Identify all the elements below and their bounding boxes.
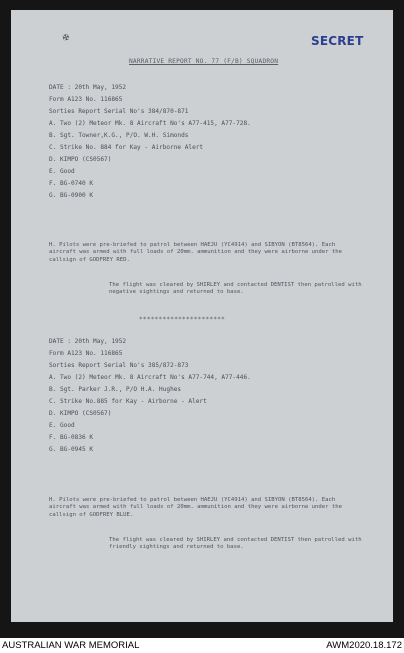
document-page	[11, 10, 393, 622]
archive-footer	[0, 640, 404, 653]
report-2-date: DATE : 20th May, 1952	[49, 338, 127, 345]
report-1-narrative	[49, 242, 365, 264]
handwritten-mark: ✠	[61, 31, 71, 44]
report-1-form: Form A123 No. 116865	[49, 96, 123, 103]
accession-number: AWM2020.18.172	[326, 640, 402, 651]
report-title: NARRATIVE REPORT NO. 77 (F/B) SQUADRON	[129, 58, 279, 65]
report-1-line-d: D. KIMPO (CS0567)	[49, 156, 112, 163]
institution-name: AUSTRALIAN WAR MEMORIAL	[2, 640, 140, 651]
report-1-date: DATE : 20th May, 1952	[49, 84, 127, 91]
report-2-line-a: A. Two (2) Meteor Mk. 8 Aircraft No's A77-744, A77-446.	[49, 374, 251, 381]
report-1-sorties: Sorties Report Serial No's 384/870-871	[49, 108, 189, 115]
report-2-line-c: C. Strike No.885 for Kay - Airborne - Alert	[49, 398, 207, 405]
report-2-header	[49, 338, 379, 458]
report-1-conclusion	[49, 282, 365, 297]
report-1-line-e: E. Good	[49, 168, 75, 175]
section-separator: **********************	[139, 316, 226, 323]
report-1-line-a: A. Two (2) Meteor Mk. 8 Aircraft No's A77-415, A77-728.	[49, 120, 251, 127]
report-2-para-flight: The flight was cleared by SHIRLEY and contacted DENTIST then patrolled with friendly sightings and returned to base.	[109, 537, 362, 551]
report-1-line-b: B. Sgt. Towner,K.G., P/O. W.H. Simonds	[49, 132, 189, 139]
report-2-line-g: G. BG-0945 K	[49, 446, 94, 453]
report-2-line-b: B. Sgt. Parker J.R., P/O H.A. Hughes	[49, 386, 182, 393]
report-1-header	[49, 84, 379, 204]
report-2-line-f: F. BG-0836 K	[49, 434, 94, 441]
report-1-line-c: C. Strike No. 884 for Kay - Airborne Alert	[49, 144, 204, 151]
report-2-conclusion	[49, 537, 365, 552]
report-1-line-f: F. BG-0740 K	[49, 180, 94, 187]
report-1-line-g: G. BG-0900 K	[49, 192, 94, 199]
report-2-line-d: D. KIMPO (CS0567)	[49, 410, 112, 417]
secret-stamp: SECRET	[311, 34, 364, 48]
report-1-para-h: H. Pilots were pre-briefed to patrol between HAEJU (YC4914) and SIBYON (BT8564). Each aircraft was armed with full loads of 20mm. ammunition and they were airborne under the callsign of GODFREY RED.	[49, 242, 342, 263]
report-2-sorties: Sorties Report Serial No's 385/872-873	[49, 362, 189, 369]
report-2-narrative	[49, 497, 365, 519]
report-1-para-flight: The flight was cleared by SHIRLEY and contacted DENTIST then patrolled with negative sightings and returned to base.	[109, 282, 362, 296]
report-2-para-h: H. Pilots were pre-briefed to patrol between HAEJU (YC4914) and SIBYON (BT8564). Each aircraft was armed with full loads of 20mm. ammunition and they were airborne under the callsign of GODFREY BLUE.	[49, 497, 342, 518]
report-2-line-e: E. Good	[49, 422, 75, 429]
report-2-form: Form A123 No. 116865	[49, 350, 123, 357]
